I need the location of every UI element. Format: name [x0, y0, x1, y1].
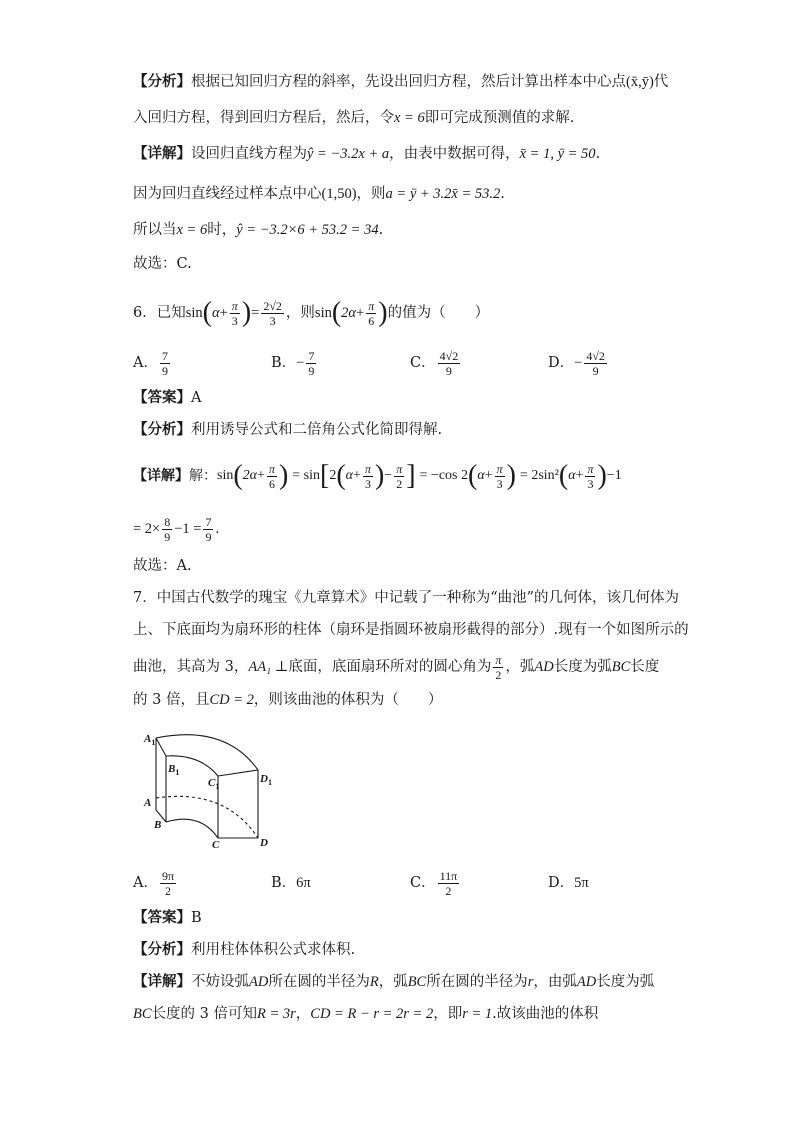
q6-stem: [133, 296, 489, 330]
text: 即可完成预测值的求解.: [424, 110, 575, 126]
text: 入回归方程，得到回归方程后，然后，令: [133, 110, 394, 126]
text: 上、下底面均为扇环形的柱体（扇环是指圆环被扇形截得的部分）.现有一个如图所示的: [133, 622, 689, 638]
text: .: [595, 146, 601, 162]
q6-option-a: A． $\frac{7}{9}$: [133, 348, 168, 378]
label-b: B: [154, 819, 162, 831]
q6-answer: [133, 388, 201, 408]
q7-analysis: 【分析】利用柱体体积公式求体积.: [133, 941, 356, 958]
text: ，则: [356, 186, 386, 202]
math: x = 6: [176, 222, 208, 238]
q6-analysis: [133, 420, 442, 440]
q6-detail-line2: = 2× $\frac{8}{9}$ −1 = $\frac{7}{9}$ .: [133, 514, 220, 544]
fraction: $\frac{\pi}{3}$: [231, 298, 238, 328]
q7-line2: [133, 620, 689, 640]
p1-line4: [133, 184, 505, 204]
q7-option-b: B． 6π: [271, 875, 311, 891]
detail-tag: 【详解】: [133, 145, 191, 162]
text: 所以当: [133, 222, 177, 238]
text: 因为回归直线经过样本点中心: [133, 186, 322, 202]
answer-tag: 【答案】: [133, 389, 191, 406]
label-d1: $D_1$: [260, 773, 272, 787]
text: ，则: [285, 305, 315, 321]
text: 时，: [207, 222, 237, 238]
text: 设回归直线方程为: [191, 146, 307, 162]
p1-line1: [133, 72, 668, 92]
text: 的值为（ ）: [387, 305, 490, 321]
sin: sin: [314, 305, 332, 321]
text: ，由表中数据可得，: [389, 146, 520, 162]
paren: (: [202, 297, 212, 328]
two-alpha: 2α: [341, 305, 357, 321]
analysis-tag: 【分析】: [133, 73, 191, 90]
option-label: D．: [548, 355, 575, 371]
q7-option-d: D． 5π: [548, 875, 589, 891]
label-c: C: [212, 839, 220, 848]
alpha: α: [211, 305, 220, 321]
plus: +: [356, 305, 365, 321]
text: 6．已知: [133, 305, 186, 321]
curved-pool-figure: [140, 728, 280, 848]
text: 故选：C.: [133, 256, 192, 272]
detail-tag: 【详解】: [133, 468, 189, 484]
p1-line2: [133, 108, 574, 128]
math: ŷ = −3.2x + a: [307, 146, 390, 162]
equals: =: [251, 305, 260, 321]
fraction: $\frac{\pi}{6}$: [368, 298, 375, 328]
label-d: D: [260, 837, 268, 848]
math: (x̄,ȳ): [626, 74, 654, 90]
answer-value: A: [191, 390, 202, 406]
math: x̄ = 1, ȳ = 50: [519, 146, 596, 162]
q7-answer: 【答案】B: [133, 909, 202, 926]
option-label: C．: [410, 355, 436, 371]
q6-option-d: D． − $\frac{4√2}{9}$: [548, 348, 605, 378]
option-label: A．: [133, 355, 158, 371]
p1-line6: [133, 254, 192, 274]
q6-option-c: C． $\frac{4√2}{9}$: [410, 348, 459, 378]
paren: ): [241, 297, 252, 328]
p1-line5: [133, 220, 383, 240]
text: 根据已知回归方程的斜率，先设出回归方程，然后计算出样本中心点: [191, 74, 626, 90]
math: a = ȳ + 3.2x̄ = 53.2: [385, 186, 501, 202]
sin: sin: [185, 305, 203, 321]
p1-line3: [133, 144, 600, 164]
analysis-text: 利用诱导公式和二倍角公式化简即得解.: [191, 422, 443, 438]
q7-line1: [133, 588, 679, 608]
text: 故选：A.: [133, 558, 192, 574]
label-b1: $B_1$: [168, 763, 180, 777]
paren: ): [378, 297, 388, 328]
q7-line4: 的 3 倍，且CD = 2，则该曲池的体积为（ ）: [133, 692, 443, 708]
q7-line3: 曲池，其高为 3， AA₁ ⊥ 底面，底面扇环所对的圆心角为 $\frac{\pi}{2}$ ，弧 AD 长度为弧 BC 长度: [133, 652, 660, 682]
q6-option-b: B． − $\frac{7}{9}$: [271, 348, 315, 378]
q7-option-a: A． $\frac{9\pi}{2}$: [133, 868, 175, 898]
fraction: $\frac{2√2}{3}$: [263, 298, 282, 328]
paren: (: [331, 297, 342, 328]
analysis-tag: 【分析】: [133, 421, 191, 438]
label-a1: $A_1$: [144, 733, 156, 747]
text: 解：: [189, 468, 217, 484]
q6-choose: [133, 556, 192, 576]
q7-detail-line1: 【详解】不妨设弧AD所在圆的半径为R，弧BC所在圆的半径为r，由弧AD长度为弧: [133, 973, 655, 990]
text: .: [378, 222, 384, 238]
q6-detail-line1: 【详解】 解： sin ( 2α + $\frac{\pi}{6}$ ) = sin [ 2 ( α + $\frac{\pi}{3}$ ) − $\frac{\pi}{2}$ ] = −cos 2 ( α + $\frac{\pi}{3}$ ) = 2sin² ( α + $\frac{\pi}{3}$ ) −1: [133, 460, 622, 491]
option-label: B．: [271, 355, 297, 371]
text: 7．中国古代数学的瑰宝《九章算术》中记载了一种称为“曲池”的几何体，该几何体为: [133, 590, 680, 606]
label-c1: $C_1$: [208, 777, 220, 791]
label-a: A: [144, 797, 152, 809]
text: 代: [653, 74, 669, 90]
math: x = 6: [394, 110, 425, 126]
math: (1,50): [321, 186, 357, 202]
q7-detail-line2: BC长度的 3 倍可知R = 3r，CD = R − r = 2r = 2，即r = 1.故该曲池的体积: [133, 1006, 599, 1022]
text: .: [500, 186, 505, 202]
plus: +: [219, 305, 228, 321]
q7-option-c: C． $\frac{11\pi}{2}$: [410, 868, 458, 898]
math: ŷ = −3.2×6 + 53.2 = 34: [236, 222, 379, 238]
